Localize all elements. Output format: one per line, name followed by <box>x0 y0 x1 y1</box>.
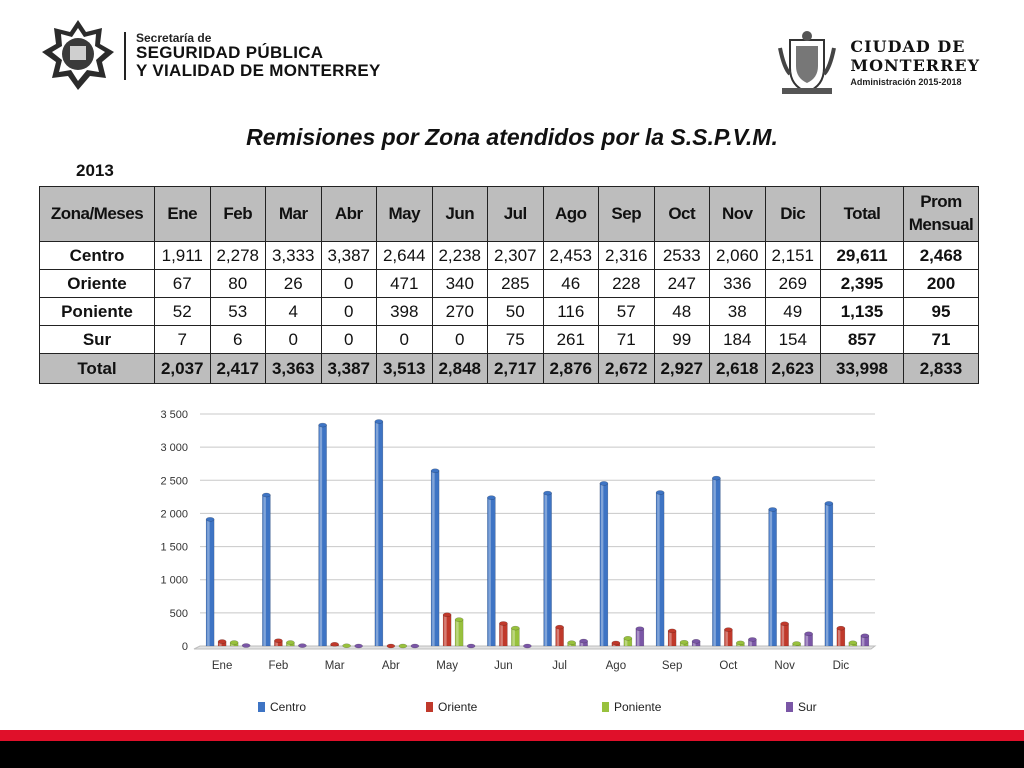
header-ene: Ene <box>155 187 211 242</box>
header-dic: Dic <box>765 187 821 242</box>
y-tick-label: 1 000 <box>160 574 188 587</box>
value-cell: 270 <box>432 298 488 326</box>
value-cell: 0 <box>321 270 377 298</box>
value-cell: 57 <box>599 298 655 326</box>
prom-cell: 71 <box>904 326 979 354</box>
value-cell: 67 <box>155 270 211 298</box>
value-cell: 2,618 <box>710 354 766 384</box>
y-tick-label: 2 000 <box>160 508 188 521</box>
header-abr: Abr <box>321 187 377 242</box>
value-cell: 269 <box>765 270 821 298</box>
bar-sur-oct <box>748 637 756 646</box>
value-cell: 6 <box>210 326 266 354</box>
value-cell: 0 <box>321 326 377 354</box>
city-header <box>776 28 980 96</box>
value-cell: 3,363 <box>266 354 322 384</box>
footer-black-bar <box>0 741 1024 768</box>
value-cell: 7 <box>155 326 211 354</box>
table-row <box>40 270 979 298</box>
value-cell: 398 <box>377 298 433 326</box>
x-tick-label: Sep <box>661 660 683 672</box>
bar-poniente-oct <box>736 641 744 646</box>
bar-poniente-ago <box>624 636 632 646</box>
value-cell: 2,848 <box>432 354 488 384</box>
prom-cell: 95 <box>904 298 979 326</box>
value-cell: 50 <box>488 298 544 326</box>
bar-centro-mar <box>319 423 327 646</box>
value-cell: 2533 <box>654 242 710 270</box>
bar-oriente-abr <box>387 644 395 648</box>
agency-name-line2: Y VIALIDAD DE MONTERREY <box>136 61 381 81</box>
bar-oriente-jun <box>499 621 507 646</box>
value-cell: 0 <box>321 298 377 326</box>
header-mar: Mar <box>266 187 322 242</box>
zone-cell: Oriente <box>40 270 155 298</box>
value-cell: 2,316 <box>599 242 655 270</box>
x-tick-label: Nov <box>774 660 795 672</box>
bar-sur-nov <box>805 632 813 646</box>
y-tick-label: 3 000 <box>160 442 188 455</box>
value-cell: 2,927 <box>654 354 710 384</box>
value-cell: 184 <box>710 326 766 354</box>
legend-label: Sur <box>798 700 817 714</box>
header-may: May <box>377 187 433 242</box>
bar-poniente-jun <box>511 626 519 646</box>
value-cell: 52 <box>155 298 211 326</box>
table-row <box>40 354 979 384</box>
bar-oriente-sep <box>668 629 676 646</box>
value-cell: 75 <box>488 326 544 354</box>
bar-centro-oct <box>712 476 720 646</box>
bar-poniente-nov <box>793 641 801 646</box>
bar-centro-ene <box>206 517 214 646</box>
value-cell: 2,151 <box>765 242 821 270</box>
chart-floor <box>194 646 875 649</box>
y-tick-label: 500 <box>169 607 188 620</box>
value-cell: 3,387 <box>321 354 377 384</box>
bar-sur-jun <box>523 644 531 648</box>
value-cell: 116 <box>543 298 599 326</box>
prom-cell: 2,833 <box>904 354 979 384</box>
zone-cell: Poniente <box>40 298 155 326</box>
header-jul: Jul <box>488 187 544 242</box>
x-tick-label: Feb <box>268 660 289 672</box>
bar-centro-ago <box>600 481 608 646</box>
header-prom <box>904 187 979 242</box>
y-tick-label: 0 <box>181 641 188 653</box>
value-cell: 71 <box>599 326 655 354</box>
value-cell: 53 <box>210 298 266 326</box>
bar-sur-feb <box>298 644 306 648</box>
value-cell: 154 <box>765 326 821 354</box>
header-prom-l1: Prom <box>920 192 962 212</box>
bar-centro-abr <box>375 419 383 646</box>
legend-label: Centro <box>270 700 307 714</box>
value-cell: 2,672 <box>599 354 655 384</box>
value-cell: 0 <box>432 326 488 354</box>
legend-centro <box>258 700 306 714</box>
value-cell: 49 <box>765 298 821 326</box>
header-oct: Oct <box>654 187 710 242</box>
bar-centro-jun <box>487 496 495 646</box>
y-tick-label: 3 500 <box>160 409 188 421</box>
header-zona: Zona/Meses <box>40 187 155 242</box>
bar-sur-may <box>467 644 475 648</box>
table-row <box>40 326 979 354</box>
value-cell: 285 <box>488 270 544 298</box>
value-cell: 2,623 <box>765 354 821 384</box>
x-tick-label: Jul <box>552 660 567 672</box>
bar-centro-jul <box>544 491 552 646</box>
value-cell: 3,513 <box>377 354 433 384</box>
y-tick-label: 2 500 <box>160 475 188 488</box>
value-cell: 2,417 <box>210 354 266 384</box>
value-cell: 80 <box>210 270 266 298</box>
year-label: 2013 <box>76 161 114 180</box>
value-cell: 2,238 <box>432 242 488 270</box>
y-tick-label: 1 500 <box>160 541 188 554</box>
bar-chart <box>140 400 880 725</box>
x-tick-label: Abr <box>381 660 400 672</box>
bar-poniente-abr <box>399 644 407 648</box>
x-tick-label: Ago <box>605 660 627 672</box>
bar-poniente-dic <box>849 641 857 646</box>
header-sep: Sep <box>599 187 655 242</box>
bar-sur-abr <box>411 644 419 648</box>
bar-sur-dic <box>861 634 869 646</box>
value-cell: 48 <box>654 298 710 326</box>
bar-oriente-mar <box>331 642 339 646</box>
value-cell: 2,037 <box>155 354 211 384</box>
value-cell: 0 <box>377 326 433 354</box>
value-cell: 3,387 <box>321 242 377 270</box>
bar-poniente-jul <box>568 641 576 646</box>
total-cell: 857 <box>821 326 904 354</box>
bar-oriente-ene <box>218 640 226 646</box>
legend-sur <box>786 700 817 714</box>
x-tick-label: Ene <box>211 660 233 672</box>
city-name-line1: CIUDAD DE <box>850 36 966 56</box>
bar-poniente-ene <box>230 641 238 646</box>
prom-cell: 2,468 <box>904 242 979 270</box>
legend-poniente <box>602 700 662 714</box>
value-cell: 1,911 <box>155 242 211 270</box>
bar-centro-feb <box>262 493 270 646</box>
header-feb: Feb <box>210 187 266 242</box>
bar-sur-jul <box>580 639 588 646</box>
page-title: Remisiones por Zona atendidos por la S.S.P.V.M. <box>246 124 778 150</box>
table-row <box>40 298 979 326</box>
bar-oriente-nov <box>781 622 789 646</box>
bar-centro-may <box>431 469 439 646</box>
bar-oriente-dic <box>837 626 845 646</box>
value-cell: 4 <box>266 298 322 326</box>
remisiones-table <box>39 186 979 384</box>
value-cell: 471 <box>377 270 433 298</box>
bar-oriente-oct <box>724 628 732 646</box>
bar-poniente-may <box>455 618 463 646</box>
header-divider <box>124 32 126 80</box>
x-tick-label: Oct <box>719 660 738 672</box>
bar-sur-ene <box>242 644 250 648</box>
total-cell: 2,395 <box>821 270 904 298</box>
value-cell: 0 <box>266 326 322 354</box>
agency-header <box>40 18 381 94</box>
value-cell: 99 <box>654 326 710 354</box>
header-jun: Jun <box>432 187 488 242</box>
bar-oriente-feb <box>274 639 282 646</box>
value-cell: 2,876 <box>543 354 599 384</box>
table-header-row <box>40 187 979 242</box>
value-cell: 2,307 <box>488 242 544 270</box>
value-cell: 38 <box>710 298 766 326</box>
value-cell: 2,060 <box>710 242 766 270</box>
city-name-line2: MONTERREY <box>850 56 980 75</box>
zone-cell: Centro <box>40 242 155 270</box>
bar-sur-ago <box>636 627 644 646</box>
value-cell: 228 <box>599 270 655 298</box>
value-cell: 26 <box>266 270 322 298</box>
bar-poniente-mar <box>343 644 351 648</box>
bar-oriente-may <box>443 613 451 646</box>
table-row <box>40 242 979 270</box>
header-prom-l2: Mensual <box>908 215 974 234</box>
header-total: Total <box>821 187 904 242</box>
city-administration: Administración 2015-2018 <box>850 77 962 88</box>
value-cell: 261 <box>543 326 599 354</box>
value-cell: 3,333 <box>266 242 322 270</box>
x-tick-label: Jun <box>494 660 513 672</box>
total-cell: 29,611 <box>821 242 904 270</box>
bar-sur-mar <box>355 644 363 648</box>
bar-oriente-ago <box>612 641 620 646</box>
value-cell: 247 <box>654 270 710 298</box>
bar-poniente-feb <box>286 640 294 646</box>
x-tick-label: Mar <box>324 660 345 672</box>
total-cell: 33,998 <box>821 354 904 384</box>
total-cell: 1,135 <box>821 298 904 326</box>
x-tick-label: Dic <box>832 660 850 672</box>
zone-cell: Total <box>40 354 155 384</box>
zone-cell: Sur <box>40 326 155 354</box>
bar-centro-sep <box>656 490 664 646</box>
legend-label: Poniente <box>614 700 662 714</box>
police-badge-icon <box>40 18 116 94</box>
value-cell: 2,453 <box>543 242 599 270</box>
bar-oriente-jul <box>556 625 564 646</box>
value-cell: 46 <box>543 270 599 298</box>
legend-label: Oriente <box>438 700 478 714</box>
value-cell: 340 <box>432 270 488 298</box>
bar-sur-sep <box>692 639 700 646</box>
footer-red-stripe <box>0 730 1024 741</box>
city-crest-icon <box>776 28 838 96</box>
header-nov: Nov <box>710 187 766 242</box>
bar-poniente-sep <box>680 640 688 646</box>
agency-name-line1: SEGURIDAD PÚBLICA <box>136 43 324 63</box>
value-cell: 2,278 <box>210 242 266 270</box>
x-tick-label: May <box>436 660 458 672</box>
value-cell: 2,717 <box>488 354 544 384</box>
legend-oriente <box>426 700 478 714</box>
value-cell: 2,644 <box>377 242 433 270</box>
bar-centro-dic <box>825 501 833 646</box>
agency-small-label: Secretaría de <box>136 30 212 45</box>
prom-cell: 200 <box>904 270 979 298</box>
header-ago: Ago <box>543 187 599 242</box>
value-cell: 336 <box>710 270 766 298</box>
bar-centro-nov <box>769 507 777 646</box>
